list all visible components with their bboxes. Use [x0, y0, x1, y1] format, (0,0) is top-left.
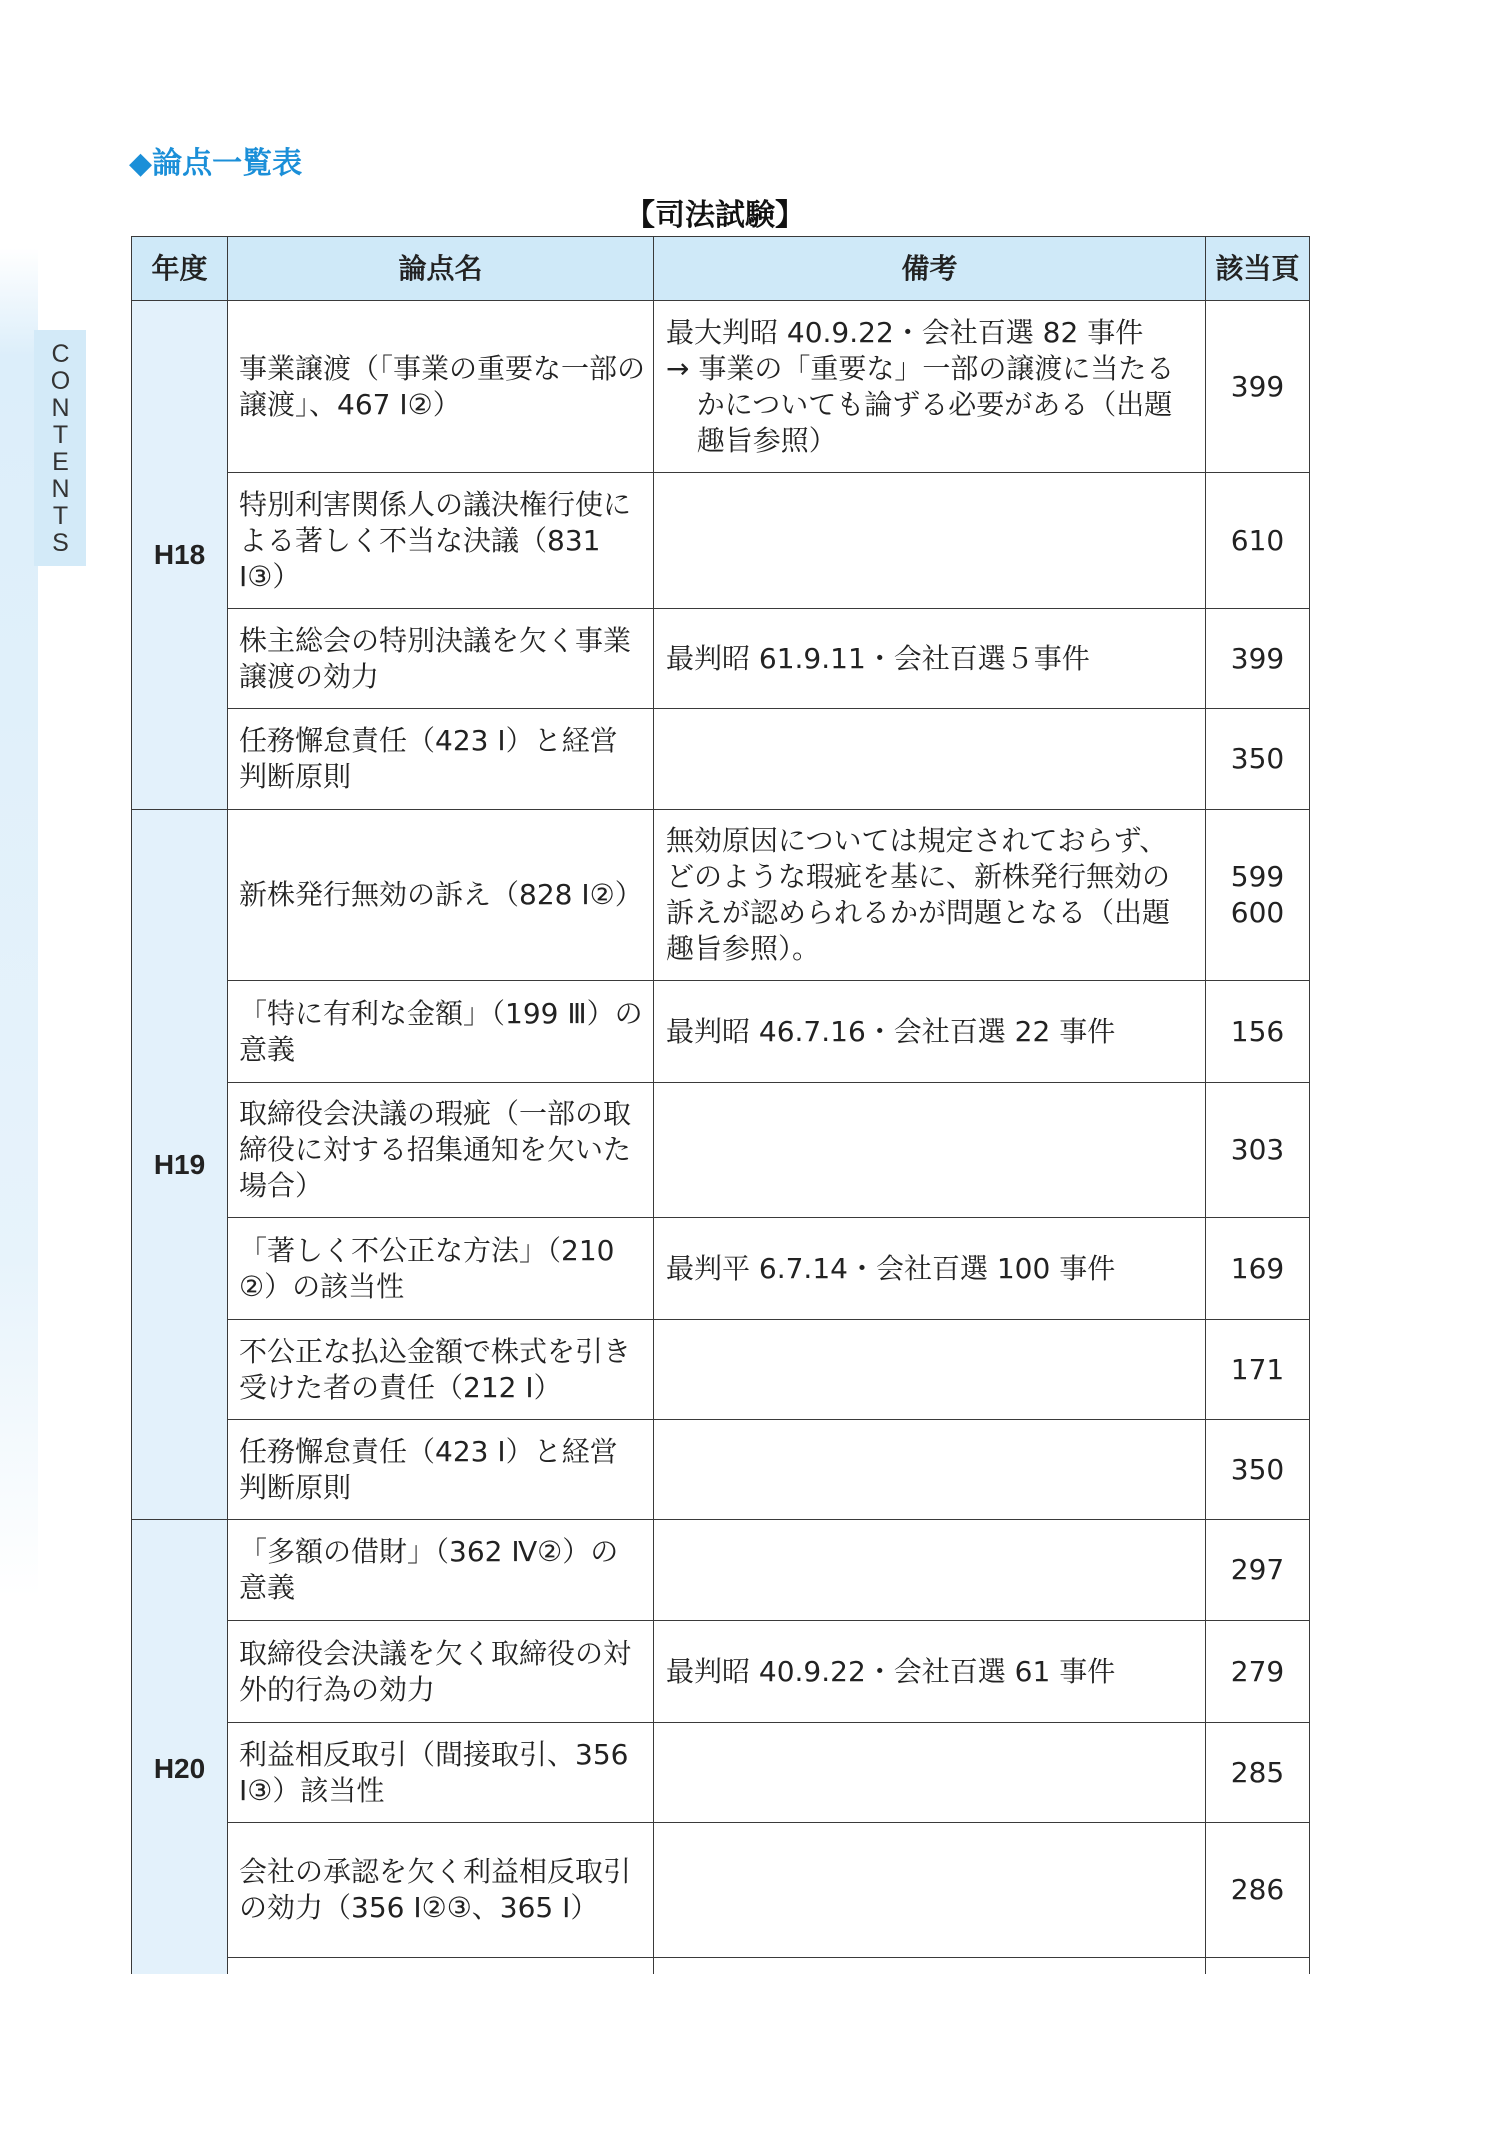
contents-tab-label: CONTENTS	[46, 340, 75, 556]
table-caption: 【司法試験】	[625, 198, 805, 233]
issue-cell: 任務懈怠責任（423 Ⅰ）と経営判断原則	[228, 1420, 654, 1520]
remark-cell	[654, 1723, 1206, 1823]
page-cell: 610	[1206, 473, 1310, 609]
remark-cell	[654, 1420, 1206, 1520]
issue-table	[131, 236, 1310, 1974]
page-cell: 169	[1206, 1218, 1310, 1320]
table-row	[132, 473, 1310, 609]
year-cell: H20	[132, 1520, 228, 1975]
page-cell: 350	[1206, 709, 1310, 810]
page-number: 599	[1230, 860, 1285, 893]
page-number: 600	[1230, 896, 1285, 929]
header-year: 年度	[132, 237, 228, 301]
remark-cell	[654, 1823, 1206, 1958]
header-page: 該当頁	[1206, 237, 1310, 301]
remark-cell	[654, 473, 1206, 609]
page-cell: 399	[1206, 609, 1310, 709]
issue-cell: 新株発行無効の訴え（828 Ⅰ②）	[228, 810, 654, 981]
page-cell: 303	[1206, 1083, 1310, 1218]
issue-cell: 不公正な払込金額で株式を引き受けた者の責任（212 Ⅰ）	[228, 1320, 654, 1420]
page-cell: 297	[1206, 1520, 1310, 1621]
page-title	[129, 138, 302, 182]
table-row	[132, 1083, 1310, 1218]
issue-cell: 特別利害関係人の議決権行使による著しく不当な決議（831 Ⅰ③）	[228, 473, 654, 609]
page-cell: 279	[1206, 1621, 1310, 1723]
table-row	[132, 1621, 1310, 1723]
sidebar-gradient-strip	[0, 248, 38, 1598]
issue-table-container	[131, 236, 1313, 1974]
year-cell: H18	[132, 301, 228, 810]
remark-cell: 最判平 6.7.14・会社百選 100 事件	[654, 1218, 1206, 1320]
page-cell: 399	[1206, 301, 1310, 473]
table-row	[132, 1520, 1310, 1621]
table-row	[132, 1320, 1310, 1420]
issue-cell	[228, 1958, 654, 1975]
table-row	[132, 1823, 1310, 1958]
header-issue: 論点名	[228, 237, 654, 301]
remark-cell: 最判昭 40.9.22・会社百選 61 事件	[654, 1621, 1206, 1723]
issue-cell: 利益相反取引（間接取引、356 Ⅰ③）該当性	[228, 1723, 654, 1823]
remark-cell	[654, 1083, 1206, 1218]
issue-cell: 「多額の借財」（362 Ⅳ②）の意義	[228, 1520, 654, 1621]
page-cell: 350	[1206, 1420, 1310, 1520]
remark-cell	[654, 709, 1206, 810]
table-row	[132, 709, 1310, 810]
page-cell	[1206, 810, 1310, 981]
remark-cell	[654, 1958, 1206, 1975]
remark-text: 最大判昭 40.9.22・会社百選 82 事件	[666, 315, 1144, 349]
issue-cell: 会社の承認を欠く利益相反取引の効力（356 Ⅰ②③、365 Ⅰ）	[228, 1823, 654, 1958]
remark-cell	[654, 301, 1206, 473]
remark-cell: 無効原因については規定されておらず、どのような瑕疵を基に、新株発行無効の訴えが認められるかが問題となる（出題趣旨参照）。	[654, 810, 1206, 981]
remark-cell	[654, 1320, 1206, 1420]
diamond-icon: ◆	[129, 146, 153, 181]
table-row	[132, 609, 1310, 709]
remark-cell: 最判昭 46.7.16・会社百選 22 事件	[654, 981, 1206, 1083]
issue-cell: 株主総会の特別決議を欠く事業譲渡の効力	[228, 609, 654, 709]
issue-cell: 事業譲渡（「事業の重要な一部の譲渡」、467 Ⅰ②）	[228, 301, 654, 473]
table-row	[132, 1218, 1310, 1320]
table-row	[132, 810, 1310, 981]
issue-cell: 「特に有利な金額」（199 Ⅲ）の意義	[228, 981, 654, 1083]
issue-cell: 「著しく不公正な方法」（210 ②）の該当性	[228, 1218, 654, 1320]
page-cell: 156	[1206, 981, 1310, 1083]
table-header-row	[132, 237, 1310, 301]
issue-cell: 取締役会決議の瑕疵（一部の取締役に対する招集通知を欠いた場合）	[228, 1083, 654, 1218]
issue-cell: 任務懈怠責任（423 Ⅰ）と経営判断原則	[228, 709, 654, 810]
page-cell: 286	[1206, 1823, 1310, 1958]
remark-cell	[654, 1520, 1206, 1621]
issue-cell: 取締役会決議を欠く取締役の対外的行為の効力	[228, 1621, 654, 1723]
page-cell	[1206, 1958, 1310, 1975]
page-title-text: 論点一覧表	[152, 146, 303, 181]
table-row	[132, 981, 1310, 1083]
year-cell: H19	[132, 810, 228, 1520]
header-remark: 備考	[654, 237, 1206, 301]
table-row	[132, 1420, 1310, 1520]
remark-note: → 事業の「重要な」一部の譲渡に当たるかについても論ずる必要がある（出題趣旨参照）	[666, 351, 1175, 457]
remark-cell: 最判昭 61.9.11・会社百選５事件	[654, 609, 1206, 709]
contents-tab[interactable]	[34, 330, 86, 566]
page-cell: 285	[1206, 1723, 1310, 1823]
table-row	[132, 301, 1310, 473]
page-cell: 171	[1206, 1320, 1310, 1420]
table-row-continued	[132, 1958, 1310, 1975]
table-row	[132, 1723, 1310, 1823]
